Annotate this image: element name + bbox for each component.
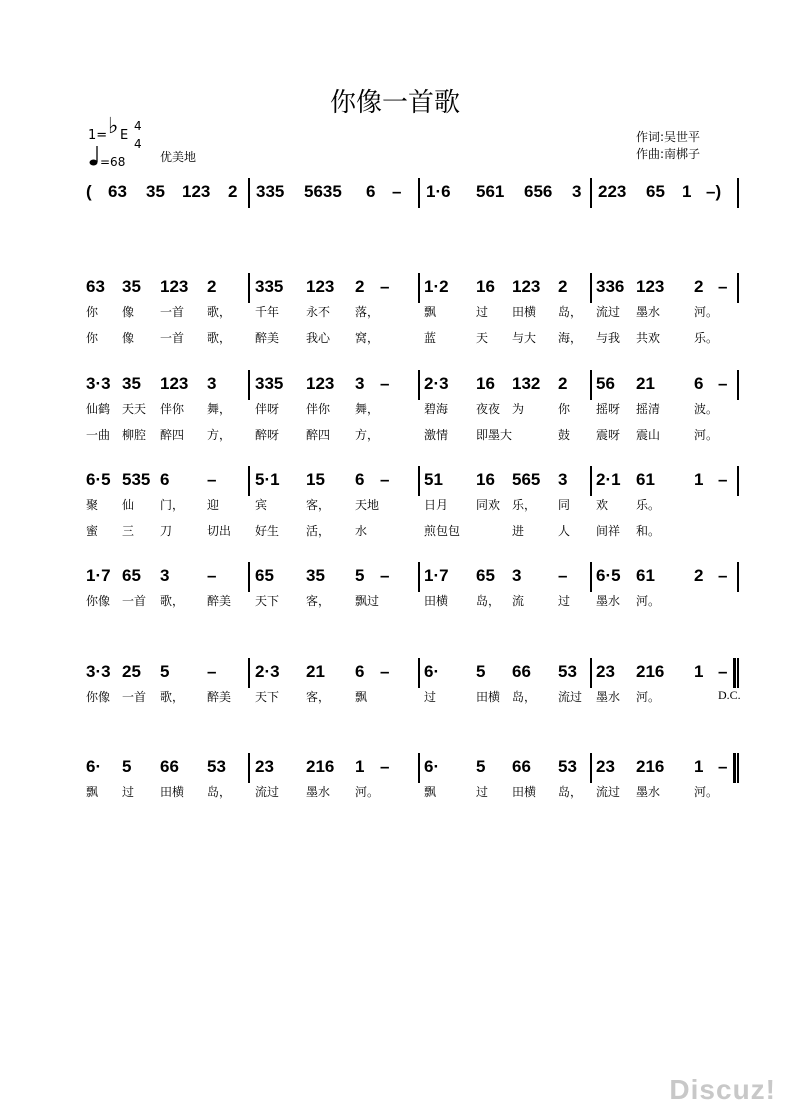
note-group: 61 bbox=[636, 470, 655, 489]
note-group: – bbox=[380, 374, 390, 393]
lyric-verse1: 摇呀 bbox=[596, 402, 621, 416]
note-group: 216 bbox=[636, 757, 665, 776]
lyric-verse2: 蜜 bbox=[86, 524, 99, 538]
lyric-verse2: 海， bbox=[558, 331, 583, 345]
song-title: 你像一首歌 bbox=[329, 88, 460, 118]
lyric-verse1: 一首 bbox=[160, 305, 185, 319]
lyric-verse1: 岛， bbox=[476, 594, 501, 608]
lyric-verse1: 迎 bbox=[207, 498, 220, 512]
note-group: 6· bbox=[424, 757, 440, 776]
note-group: – bbox=[380, 757, 390, 776]
note-group: 21 bbox=[306, 662, 325, 681]
note-group: 6 bbox=[694, 374, 704, 393]
lyric-verse2: 间祥 bbox=[596, 524, 621, 538]
note-group: 6 bbox=[355, 662, 365, 681]
note-group: 2 bbox=[558, 277, 568, 296]
lyric-verse2: 好生 bbox=[255, 524, 280, 538]
lyric-verse1: 过 bbox=[424, 690, 437, 704]
lyric-verse1: 流过 bbox=[596, 785, 621, 799]
barline bbox=[590, 273, 592, 303]
lyric-verse2: 三 bbox=[122, 524, 135, 538]
note-group: 336 bbox=[596, 277, 625, 296]
barline bbox=[418, 753, 420, 783]
lyric-verse1: 过 bbox=[476, 305, 489, 319]
note-group: 3·3 bbox=[86, 374, 111, 393]
note-group: – bbox=[380, 470, 390, 489]
note-group: 1·7 bbox=[86, 566, 111, 585]
lyric-verse1: 伴你 bbox=[160, 402, 185, 416]
note-group: 6· bbox=[86, 757, 102, 776]
barline bbox=[737, 658, 739, 688]
key-prefix: 1= bbox=[88, 128, 108, 143]
barline bbox=[737, 178, 739, 208]
lyric-verse1: 天下 bbox=[255, 690, 280, 704]
lyric-verse2: 你 bbox=[86, 331, 99, 345]
final-barline bbox=[733, 658, 736, 688]
lyric-verse1: 摇清 bbox=[636, 402, 661, 416]
tempo-style: 优美地 bbox=[160, 150, 197, 164]
note-group: 53 bbox=[558, 662, 577, 681]
lyric-verse1: 流过 bbox=[596, 305, 621, 319]
note-group: – bbox=[380, 277, 390, 296]
barline bbox=[737, 466, 739, 496]
note-group: 3 bbox=[512, 566, 522, 585]
lyric-verse1: 岛， bbox=[207, 785, 232, 799]
barline bbox=[737, 370, 739, 400]
lyric-verse2: 震山 bbox=[636, 428, 661, 442]
barline bbox=[737, 273, 739, 303]
lyric-verse1: 天下 bbox=[255, 594, 280, 608]
lyric-verse2: 一曲 bbox=[86, 428, 111, 442]
lyric-verse1: 伴呀 bbox=[255, 402, 280, 416]
lyric-verse1: 过 bbox=[558, 594, 571, 608]
note-group: 123 bbox=[182, 182, 211, 201]
barline bbox=[590, 466, 592, 496]
lyric-verse2: 醉呀 bbox=[255, 428, 280, 442]
barline bbox=[248, 466, 250, 496]
lyric-verse2: 蓝 bbox=[424, 331, 437, 345]
lyric-verse1: 飘 bbox=[86, 785, 99, 799]
lyric-verse1: 伴你 bbox=[306, 402, 331, 416]
lyric-verse1: 醉美 bbox=[207, 690, 232, 704]
note-group: – bbox=[392, 182, 402, 201]
lyric-verse1: 同 bbox=[558, 498, 571, 512]
note-group: – bbox=[718, 757, 728, 776]
note-group: – bbox=[718, 277, 728, 296]
barline bbox=[590, 753, 592, 783]
lyric-verse1: 你像 bbox=[86, 690, 111, 704]
lyric-verse1: 歌， bbox=[160, 690, 185, 704]
lyric-verse1: 舞， bbox=[207, 402, 232, 416]
lyric-verse1: 河。 bbox=[636, 690, 661, 704]
flat-sign: ♭ bbox=[108, 114, 119, 139]
lyric-verse2: 水 bbox=[355, 524, 368, 538]
lyric-verse1: 天地 bbox=[355, 498, 380, 512]
lyric-verse2: 柳腔 bbox=[122, 428, 147, 442]
dc-mark: D.C. bbox=[718, 688, 741, 702]
lyric-verse2: 醉四 bbox=[306, 428, 331, 442]
quarter-note-icon bbox=[88, 144, 100, 168]
note-group: 123 bbox=[160, 374, 189, 393]
lyric-verse1: 田横 bbox=[512, 305, 537, 319]
note-group: – bbox=[207, 566, 217, 585]
note-group: 3 bbox=[355, 374, 365, 393]
barline bbox=[248, 658, 250, 688]
note-group: 56 bbox=[596, 374, 615, 393]
barline bbox=[248, 562, 250, 592]
lyric-verse1: 永不 bbox=[306, 305, 331, 319]
note-group: 3 bbox=[558, 470, 568, 489]
lyric-verse1: 墨水 bbox=[636, 305, 661, 319]
barline bbox=[248, 753, 250, 783]
lyric-verse1: 飘 bbox=[424, 785, 437, 799]
note-group: 3 bbox=[160, 566, 170, 585]
note-group: 3·3 bbox=[86, 662, 111, 681]
note-group: 5 bbox=[476, 757, 486, 776]
barline bbox=[590, 658, 592, 688]
time-top: 4 bbox=[134, 119, 142, 133]
note-group: 1 bbox=[682, 182, 692, 201]
note-group: 66 bbox=[160, 757, 179, 776]
note-group: 2·3 bbox=[255, 662, 280, 681]
lyric-verse1: 流过 bbox=[558, 690, 583, 704]
note-group: 6·5 bbox=[86, 470, 111, 489]
note-group: 25 bbox=[122, 662, 141, 681]
note-group: 123 bbox=[512, 277, 541, 296]
note-group: 23 bbox=[255, 757, 274, 776]
note-group: – bbox=[718, 470, 728, 489]
lyric-verse1: 墨水 bbox=[596, 594, 621, 608]
lyric-verse2: 鼓 bbox=[558, 428, 571, 442]
note-group: 6 bbox=[355, 470, 365, 489]
lyric-verse1: 仙 bbox=[122, 498, 135, 512]
note-group: 6 bbox=[366, 182, 376, 201]
lyric-verse2: 激情 bbox=[424, 428, 449, 442]
lyric-verse2: 方， bbox=[355, 428, 380, 442]
lyric-verse2: 醉四 bbox=[160, 428, 185, 442]
barline bbox=[590, 370, 592, 400]
lyric-verse1: 岛， bbox=[558, 785, 583, 799]
note-group: 1 bbox=[694, 757, 704, 776]
lyric-verse1: 醉美 bbox=[207, 594, 232, 608]
lyric-verse2: 天 bbox=[476, 331, 489, 345]
barline bbox=[418, 273, 420, 303]
lyric-verse1: 田横 bbox=[512, 785, 537, 799]
note-group: – bbox=[207, 470, 217, 489]
note-group: 2·1 bbox=[596, 470, 621, 489]
note-group: 15 bbox=[306, 470, 325, 489]
lyric-verse1: 夜夜 bbox=[476, 402, 501, 416]
lyric-verse1: 一首 bbox=[122, 594, 147, 608]
note-group: 2·3 bbox=[424, 374, 449, 393]
lyric-verse2: 像 bbox=[122, 331, 135, 345]
note-group: 2 bbox=[558, 374, 568, 393]
note-group: 132 bbox=[512, 374, 541, 393]
lyric-verse1: 过 bbox=[122, 785, 135, 799]
lyric-verse1: 天天 bbox=[122, 402, 147, 416]
lyric-verse1: 日月 bbox=[424, 498, 449, 512]
lyric-verse1: 客， bbox=[306, 498, 331, 512]
lyric-verse1: 波。 bbox=[694, 402, 719, 416]
note-group: 3 bbox=[572, 182, 582, 201]
note-group: 53 bbox=[207, 757, 226, 776]
note-group: 656 bbox=[524, 182, 553, 201]
barline bbox=[737, 562, 739, 592]
lyric-verse2: 河。 bbox=[694, 428, 719, 442]
lyric-verse1: 田横 bbox=[424, 594, 449, 608]
final-barline bbox=[733, 753, 736, 783]
note-group: 123 bbox=[636, 277, 665, 296]
barline bbox=[418, 370, 420, 400]
lyric-verse1: 流 bbox=[512, 594, 525, 608]
note-group: 16 bbox=[476, 277, 495, 296]
note-group: – bbox=[380, 566, 390, 585]
lyric-verse2: 共欢 bbox=[636, 331, 661, 345]
lyric-verse1: 同欢 bbox=[476, 498, 501, 512]
lyric-verse1: 飘过 bbox=[355, 594, 380, 608]
note-group: 5635 bbox=[304, 182, 342, 201]
note-group: 561 bbox=[476, 182, 505, 201]
lyric-verse2: 刀 bbox=[160, 524, 173, 538]
lyric-verse2: 人 bbox=[558, 524, 571, 538]
note-group: 35 bbox=[306, 566, 325, 585]
note-group: 1 bbox=[694, 470, 704, 489]
note-group: 335 bbox=[256, 182, 285, 201]
lyric-verse1: 你 bbox=[558, 402, 571, 416]
note-group: 1 bbox=[694, 662, 704, 681]
barline bbox=[248, 273, 250, 303]
lyric-verse2: 窝， bbox=[355, 331, 380, 345]
lyric-verse2: 和。 bbox=[636, 524, 661, 538]
lyric-verse1: 你像 bbox=[86, 594, 111, 608]
lyric-verse1: 客， bbox=[306, 690, 331, 704]
lyric-verse1: 飘 bbox=[355, 690, 368, 704]
lyric-verse1: 舞， bbox=[355, 402, 380, 416]
lyric-verse2: 一首 bbox=[160, 331, 185, 345]
lyric-verse1: 河。 bbox=[694, 785, 719, 799]
note-group: 216 bbox=[636, 662, 665, 681]
note-group: 66 bbox=[512, 757, 531, 776]
lyric-verse2: 与大 bbox=[512, 331, 537, 345]
barline bbox=[590, 562, 592, 592]
lyric-verse2: 与我 bbox=[596, 331, 621, 345]
lyric-verse1: 一首 bbox=[122, 690, 147, 704]
note-group: 5 bbox=[160, 662, 170, 681]
lyric-verse2: 我心 bbox=[306, 331, 331, 345]
lyric-verse1: 为 bbox=[512, 402, 525, 416]
lyric-verse1: 河。 bbox=[636, 594, 661, 608]
note-group: 1·2 bbox=[424, 277, 449, 296]
note-group: 6 bbox=[160, 470, 170, 489]
lyric-verse1: 墨水 bbox=[306, 785, 331, 799]
lyric-verse1: 岛， bbox=[558, 305, 583, 319]
barline bbox=[418, 466, 420, 496]
tempo-value: =68 bbox=[100, 155, 126, 169]
note-group: 2 bbox=[355, 277, 365, 296]
lyric-verse1: 过 bbox=[476, 785, 489, 799]
barline bbox=[418, 658, 420, 688]
note-group: 65 bbox=[646, 182, 665, 201]
note-group: 51 bbox=[424, 470, 443, 489]
note-group: 1 bbox=[355, 757, 365, 776]
lyric-verse1: 河。 bbox=[694, 305, 719, 319]
lyric-verse1: 歌， bbox=[160, 594, 185, 608]
note-group: 5·1 bbox=[255, 470, 280, 489]
note-group: 35 bbox=[146, 182, 165, 201]
lyric-verse1: 乐。 bbox=[636, 498, 661, 512]
note-group: 535 bbox=[122, 470, 151, 489]
barline bbox=[737, 753, 739, 783]
note-group: 3 bbox=[207, 374, 217, 393]
note-group: 5 bbox=[122, 757, 132, 776]
time-bottom: 4 bbox=[134, 137, 142, 151]
note-group: 6·5 bbox=[596, 566, 621, 585]
note-group: 5 bbox=[476, 662, 486, 681]
barline bbox=[248, 178, 250, 208]
composer-credit: 作曲:南梆子 bbox=[636, 147, 701, 161]
lyric-verse1: 墨水 bbox=[636, 785, 661, 799]
note-group: 16 bbox=[476, 374, 495, 393]
lyric-verse2: 切出 bbox=[207, 524, 232, 538]
lyric-verse2: 进 bbox=[512, 524, 525, 538]
note-group: 5 bbox=[355, 566, 365, 585]
lyricist-credit: 作词:吴世平 bbox=[636, 130, 701, 144]
note-group: – bbox=[207, 662, 217, 681]
lyric-verse2: 方， bbox=[207, 428, 232, 442]
lyric-verse1: 你 bbox=[86, 305, 99, 319]
lyric-verse1: 墨水 bbox=[596, 690, 621, 704]
lyric-verse1: 乐， bbox=[512, 498, 537, 512]
note-group: –) bbox=[706, 182, 722, 201]
note-group: 1·7 bbox=[424, 566, 449, 585]
note-group: 65 bbox=[476, 566, 495, 585]
note-group: – bbox=[718, 566, 728, 585]
note-group: ( bbox=[86, 182, 92, 201]
lyric-verse1: 河。 bbox=[355, 785, 380, 799]
note-group: 223 bbox=[598, 182, 627, 201]
note-group: 2 bbox=[694, 566, 704, 585]
note-group: 53 bbox=[558, 757, 577, 776]
note-group: 23 bbox=[596, 662, 615, 681]
note-group: – bbox=[558, 566, 568, 585]
lyric-verse1: 岛， bbox=[512, 690, 537, 704]
lyric-verse2: 即墨大 bbox=[476, 428, 513, 442]
note-group: 6· bbox=[424, 662, 440, 681]
note-group: 63 bbox=[108, 182, 127, 201]
note-group: 35 bbox=[122, 277, 141, 296]
lyric-verse1: 飘 bbox=[424, 305, 437, 319]
barline bbox=[418, 562, 420, 592]
note-group: 23 bbox=[596, 757, 615, 776]
note-group: 61 bbox=[636, 566, 655, 585]
note-group: 123 bbox=[160, 277, 189, 296]
note-group: 123 bbox=[306, 374, 335, 393]
lyric-verse1: 客， bbox=[306, 594, 331, 608]
note-group: 565 bbox=[512, 470, 541, 489]
barline bbox=[418, 178, 420, 208]
lyric-verse2: 乐。 bbox=[694, 331, 719, 345]
note-group: 21 bbox=[636, 374, 655, 393]
note-group: 65 bbox=[122, 566, 141, 585]
note-group: 1·6 bbox=[426, 182, 451, 201]
lyric-verse1: 门， bbox=[160, 498, 185, 512]
note-group: 16 bbox=[476, 470, 495, 489]
lyric-verse1: 歌， bbox=[207, 305, 232, 319]
note-group: – bbox=[718, 374, 728, 393]
key-letter: E bbox=[120, 128, 129, 143]
barline bbox=[248, 370, 250, 400]
lyric-verse1: 碧海 bbox=[424, 402, 449, 416]
barline bbox=[590, 178, 592, 208]
lyric-verse1: 欢 bbox=[596, 498, 609, 512]
lyric-verse1: 落， bbox=[355, 305, 380, 319]
lyric-verse1: 仙鹤 bbox=[86, 402, 111, 416]
note-group: – bbox=[380, 662, 390, 681]
watermark: Discuz! bbox=[669, 1074, 776, 1105]
lyric-verse1: 像 bbox=[122, 305, 135, 319]
lyric-verse1: 流过 bbox=[255, 785, 280, 799]
lyric-verse2: 歌， bbox=[207, 331, 232, 345]
lyric-verse2: 醉美 bbox=[255, 331, 280, 345]
note-group: 2 bbox=[228, 182, 238, 201]
note-group: 123 bbox=[306, 277, 335, 296]
lyric-verse2: 震呀 bbox=[596, 428, 621, 442]
lyric-verse2: 煎包包 bbox=[424, 524, 461, 538]
note-group: 2 bbox=[694, 277, 704, 296]
lyric-verse1: 宾 bbox=[255, 498, 268, 512]
lyric-verse1: 田横 bbox=[476, 690, 501, 704]
note-group: 65 bbox=[255, 566, 274, 585]
note-group: 335 bbox=[255, 277, 284, 296]
note-group: – bbox=[718, 662, 728, 681]
note-group: 66 bbox=[512, 662, 531, 681]
note-group: 335 bbox=[255, 374, 284, 393]
lyric-verse1: 田横 bbox=[160, 785, 185, 799]
note-group: 63 bbox=[86, 277, 105, 296]
note-group: 216 bbox=[306, 757, 335, 776]
note-group: 35 bbox=[122, 374, 141, 393]
lyric-verse1: 聚 bbox=[86, 498, 99, 512]
lyric-verse1: 千年 bbox=[255, 305, 280, 319]
lyric-verse2: 活， bbox=[306, 524, 331, 538]
note-group: 2 bbox=[207, 277, 217, 296]
